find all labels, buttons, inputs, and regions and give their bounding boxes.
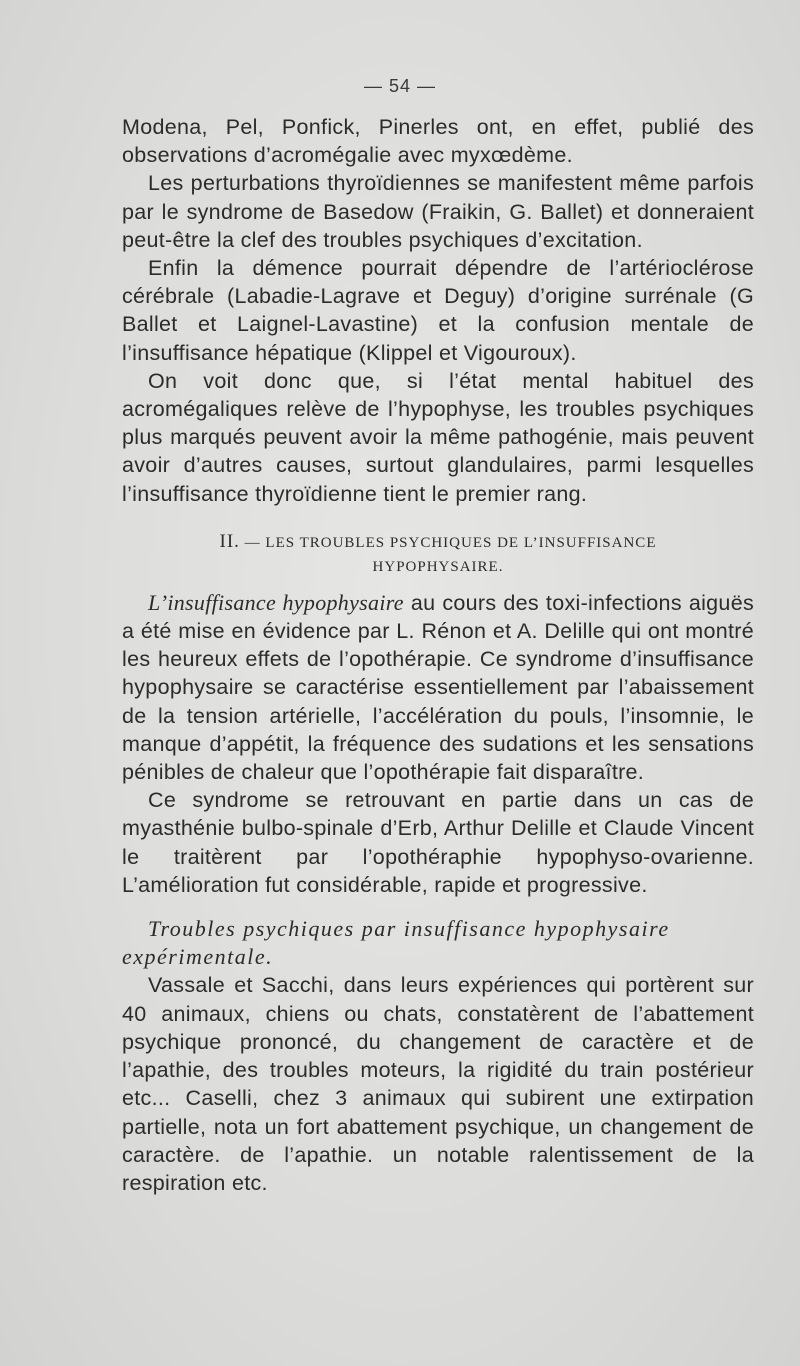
- paragraph-1: Modena, Pel, Ponfick, Pinerles ont, en effet, publié des observations d’acromégalie avec myxœdème.: [122, 115, 754, 168]
- section-title-line2: HYPOPHYSAIRE.: [372, 558, 504, 575]
- paragraph-2: Les perturbations thyroïdiennes se manifestent même parfois par le syndrome de Basedow (Fraikin, G. Ballet) et donneraient peut-être la clef des troubles psychiques d’excitation.: [122, 171, 754, 252]
- section-number: II.: [219, 530, 240, 552]
- section-paragraph-1-rest: au cours des toxi-infections aiguës a été mise en évidence par L. Rénon et A. Delille qui ont montré les heureux effets de l’opothérapie. Ce syndrome d’insuffisance hypophysaire se caractérise essentiellement par l’abaissement de la tension artérielle, l’accélération du pouls, l’insomnie, le manque d’appétit, la fréquence des sudations et les sensations pénibles de chaleur que l’opothérapie fait disparaître.: [122, 590, 754, 785]
- section-paragraph-1-italic: L’insuffisance hypophysaire: [148, 589, 404, 615]
- subsection-heading: Troubles psychiques par insuffisance hypophysaire expérimentale.: [122, 916, 670, 970]
- paragraph-3: Enfin la démence pourrait dépendre de l’artérioclérose cérébrale (Labadie-Lagrave et Deguy) d’origine surrénale (G Ballet et Laignel-Lavastine) et la confusion mentale de l’insuffisance hépatique (Klippel et Vigouroux).: [122, 256, 754, 365]
- body-text: [122, 113, 754, 1197]
- section-dash: —: [244, 534, 261, 551]
- paragraph-4: On voit donc que, si l’état mental habituel des acromégaliques relève de l’hypophyse, les troubles psychiques plus marqués peuvent avoir la même pathogénie, mais peuvent avoir d’autres causes, surtout glandulaires, parmi lesquelles l’insuffisance thyroïdienne tient le premier rang.: [122, 368, 754, 506]
- section-heading: [122, 530, 754, 579]
- section-paragraph-1: [122, 589, 754, 786]
- section-paragraph-2: Ce syndrome se retrouvant en partie dans un cas de myasthénie bulbo-spinale d’Erb, Arthur Delille et Claude Vincent le traitèrent par l’opothéraphie hypophyso-ovarienne. L’amélioration fut considérable, rapide et progressive.: [122, 788, 754, 897]
- page-number: — 54 —: [363, 76, 437, 96]
- section-title-line1: LES TROUBLES PSYCHIQUES DE L’INSUFFISANCE: [265, 534, 657, 551]
- subsection-paragraph: Vassale et Sacchi, dans leurs expériences qui portèrent sur 40 animaux, chiens ou chats, constatèrent de l’abattement psychique prononcé, du changement de caractère et de l’apathie, des troubles moteurs, la rigidité du train postérieur etc... Caselli, chez 3 animaux qui subirent une extirpation partielle, nota un fort abattement psychique, un changement de caractère. de l’apathie. un notable ralentissement de la respiration etc.: [122, 973, 754, 1195]
